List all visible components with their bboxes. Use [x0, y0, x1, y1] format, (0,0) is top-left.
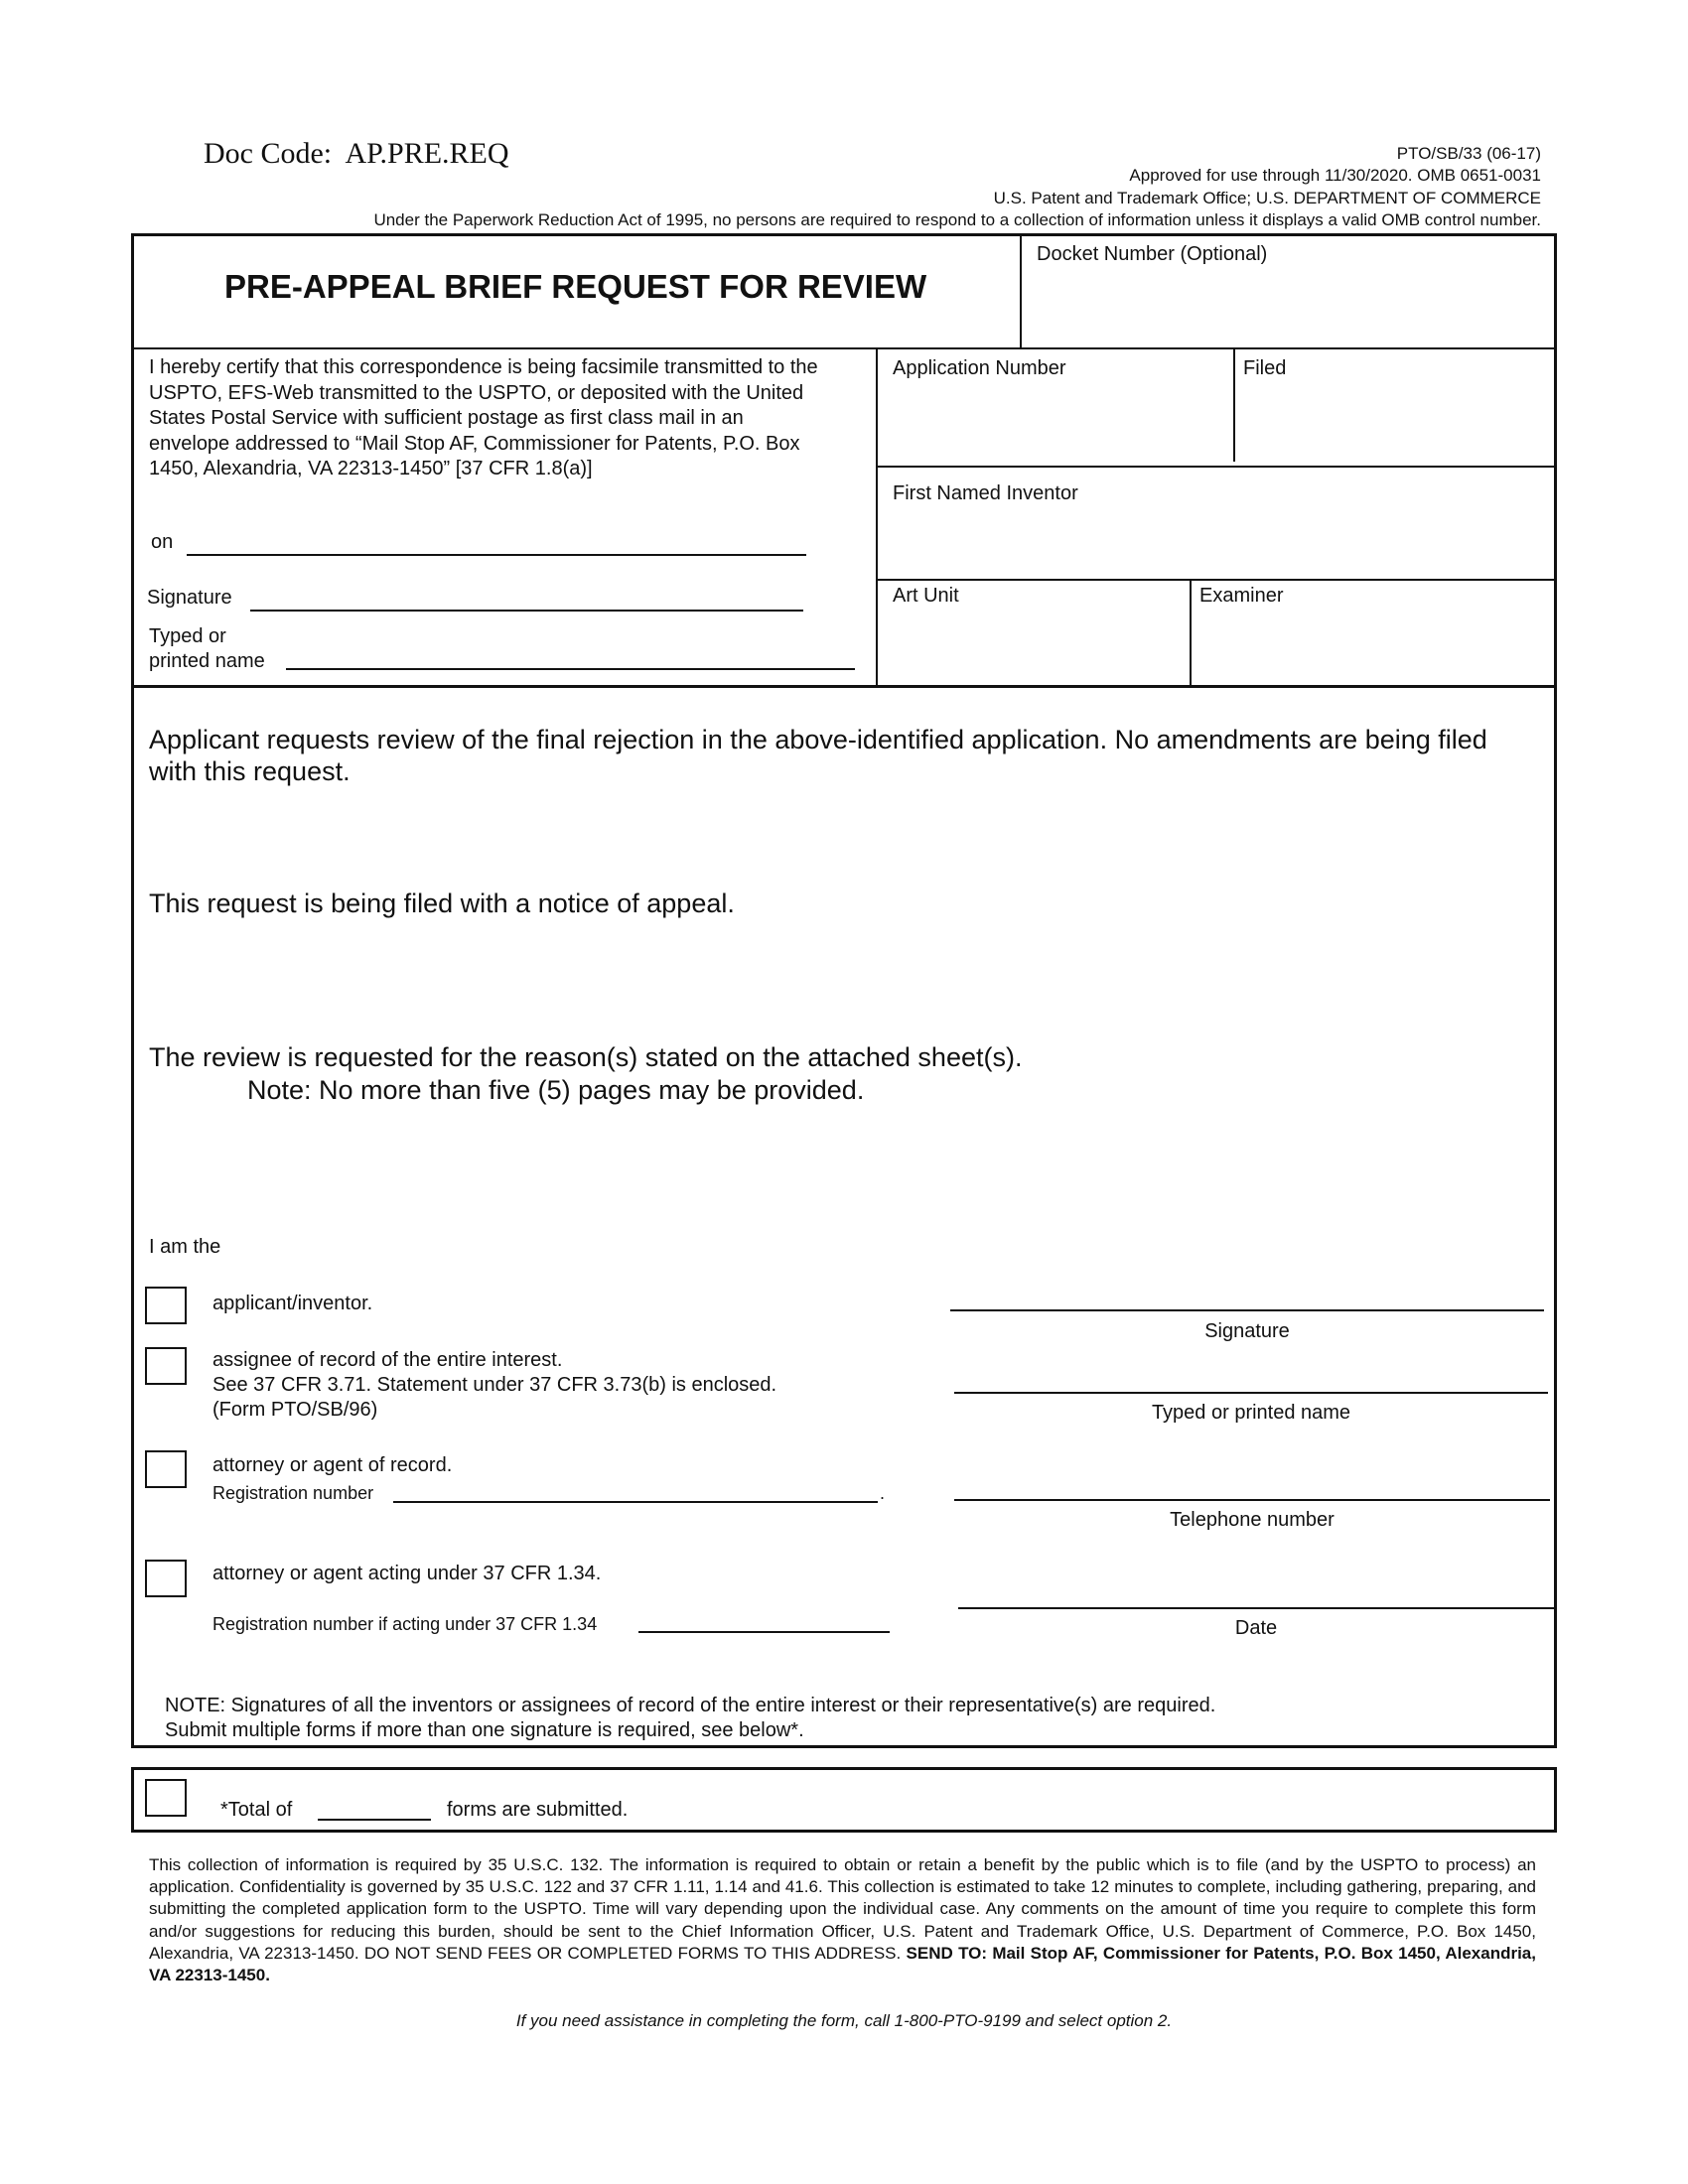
attorney-134-label: attorney or agent acting under 37 CFR 1.34.: [212, 1563, 602, 1584]
total-forms-frame: [131, 1767, 1557, 1833]
registration-number-line[interactable]: [393, 1501, 878, 1503]
attorney-label: attorney or agent of record.: [212, 1454, 453, 1476]
typed-name-line[interactable]: [954, 1392, 1548, 1394]
paperwork-notice: Under the Paperwork Reduction Act of 1995, no persons are required to respond to a collection of information unless it displays a valid OMB control number.: [373, 210, 1541, 229]
total-forms-count-line[interactable]: [318, 1819, 431, 1821]
assignee-label-line1: assignee of record of the entire interest.: [212, 1349, 563, 1371]
doc-code-value: AP.PRE.REQ: [345, 137, 509, 170]
date-line[interactable]: [958, 1607, 1554, 1609]
registration-number-label: Registration number: [212, 1483, 374, 1503]
first-named-inventor-label: First Named Inventor: [893, 482, 1078, 504]
telephone-line[interactable]: [954, 1499, 1550, 1501]
telephone-label: Telephone number: [1170, 1509, 1335, 1531]
request-statement-line1: Applicant requests review of the final rejection in the above-identified application. No amendments are being filed: [149, 725, 1487, 754]
cert-date-line[interactable]: [187, 554, 806, 556]
doc-code: [204, 137, 509, 171]
form-title: PRE-APPEAL BRIEF REQUEST FOR REVIEW: [224, 268, 927, 305]
docket-number-label: Docket Number (Optional): [1037, 243, 1268, 265]
note-line2: Submit multiple forms if more than one signature is required, see below*.: [165, 1719, 804, 1741]
applicant-checkbox[interactable]: [145, 1287, 187, 1324]
filed-label: Filed: [1243, 357, 1287, 379]
header-block-bottom: [133, 685, 1555, 688]
cert-on-label: on: [151, 531, 174, 553]
cert-typed-label-1: Typed or: [149, 625, 226, 647]
burden-statement: [149, 1854, 1536, 1986]
examiner-label: Examiner: [1199, 585, 1284, 607]
omb-approval: Approved for use through 11/30/2020. OMB 0651-0031: [1129, 166, 1541, 185]
applicant-label: applicant/inventor.: [212, 1293, 373, 1314]
cert-signature-label: Signature: [147, 587, 232, 609]
send-to-address: SEND TO: Mail Stop AF, Commissioner for Patents, P.O. Box 1450, Alexandria, VA 22313-1450.: [149, 1943, 1536, 1985]
filed-divider: [1233, 348, 1235, 462]
request-statement-line2: with this request.: [149, 756, 351, 786]
app-row-bottom: [877, 466, 1555, 468]
page-limit-note: Note: No more than five (5) pages may be provided.: [247, 1075, 865, 1105]
artunit-divider: [1190, 580, 1192, 686]
title-divider: [1020, 235, 1022, 348]
signature-line[interactable]: [950, 1309, 1544, 1311]
notice-of-appeal-statement: This request is being filed with a notice of appeal.: [149, 888, 735, 918]
title-row-bottom: [133, 347, 1555, 349]
registration-134-line[interactable]: [638, 1631, 890, 1633]
cert-divider: [876, 348, 878, 687]
date-label: Date: [1234, 1617, 1278, 1639]
cert-signature-line[interactable]: [250, 610, 803, 612]
total-forms-checkbox[interactable]: [145, 1779, 187, 1817]
assignee-label-line2: See 37 CFR 3.71. Statement under 37 CFR 3.73(b) is enclosed.: [212, 1374, 777, 1396]
assignee-label-line3: (Form PTO/SB/96): [212, 1399, 378, 1421]
application-number-label: Application Number: [893, 357, 1066, 379]
inventor-row-bottom: [877, 579, 1555, 581]
cert-name-line[interactable]: [286, 668, 855, 670]
role-intro: I am the: [149, 1236, 221, 1258]
art-unit-label: Art Unit: [893, 585, 959, 607]
assistance-line: If you need assistance in completing the form, call 1-800-PTO-9199 and select option 2.: [515, 2011, 1173, 2030]
doc-code-label: Doc Code:: [204, 137, 333, 170]
review-reason-statement: The review is requested for the reason(s) stated on the attached sheet(s).: [149, 1042, 1023, 1072]
certification-text: I hereby certify that this correspondence is being facsimile transmitted to the USPTO, EFS-Web transmitted to the USPTO, or deposited with the United States Postal Service with sufficient postage as first class mail in an envelope addressed to “Mail Stop AF, Commissioner for Patents, P.O. Box 1450, Alexandria, VA 22313-1450” [37 CFR 1.8(a)]: [149, 356, 818, 479]
agency-name: U.S. Patent and Trademark Office; U.S. DEPARTMENT OF COMMERCE: [993, 189, 1541, 207]
assignee-checkbox[interactable]: [145, 1347, 187, 1385]
form-number: PTO/SB/33 (06-17): [1396, 144, 1541, 163]
typed-name-label: Typed or printed name: [1151, 1402, 1351, 1424]
total-forms-prefix: *Total of: [220, 1799, 293, 1821]
total-forms-suffix: forms are submitted.: [447, 1799, 629, 1821]
registration-134-label: Registration number if acting under 37 CFR 1.34: [212, 1614, 598, 1634]
attorney-134-checkbox[interactable]: [145, 1560, 187, 1597]
registration-number-period: .: [880, 1483, 886, 1503]
note-line1: NOTE: Signatures of all the inventors or assignees of record of the entire interest or their representative(s) are required.: [165, 1695, 1216, 1716]
burden-text: This collection of information is required by 35 U.S.C. 132. The information is required to obtain or retain a benefit by the public which is to file (and by the USPTO to process) an application. Confidentiality is governed by 35 U.S.C. 122 and 37 CFR 1.11, 1.14 and 41.6. This collection is estimated to take 12 minutes to complete, including gathering, preparing, and submitting the completed application form to the USPTO. Time will vary depending upon the individual case. Any comments on the amount of time you require to complete this form and/or suggestions for reducing this burden, should be sent to the Chief Information Officer, U.S. Patent and Trademark Office, U.S. Department of Commerce, P.O. Box 1450, Alexandria, VA 22313-1450. DO NOT SEND FEES OR COMPLETED FORMS TO THIS ADDRESS.: [149, 1855, 1536, 1963]
cert-typed-label-2: printed name: [149, 650, 265, 672]
attorney-checkbox[interactable]: [145, 1450, 187, 1488]
signature-label: Signature: [1204, 1320, 1290, 1342]
